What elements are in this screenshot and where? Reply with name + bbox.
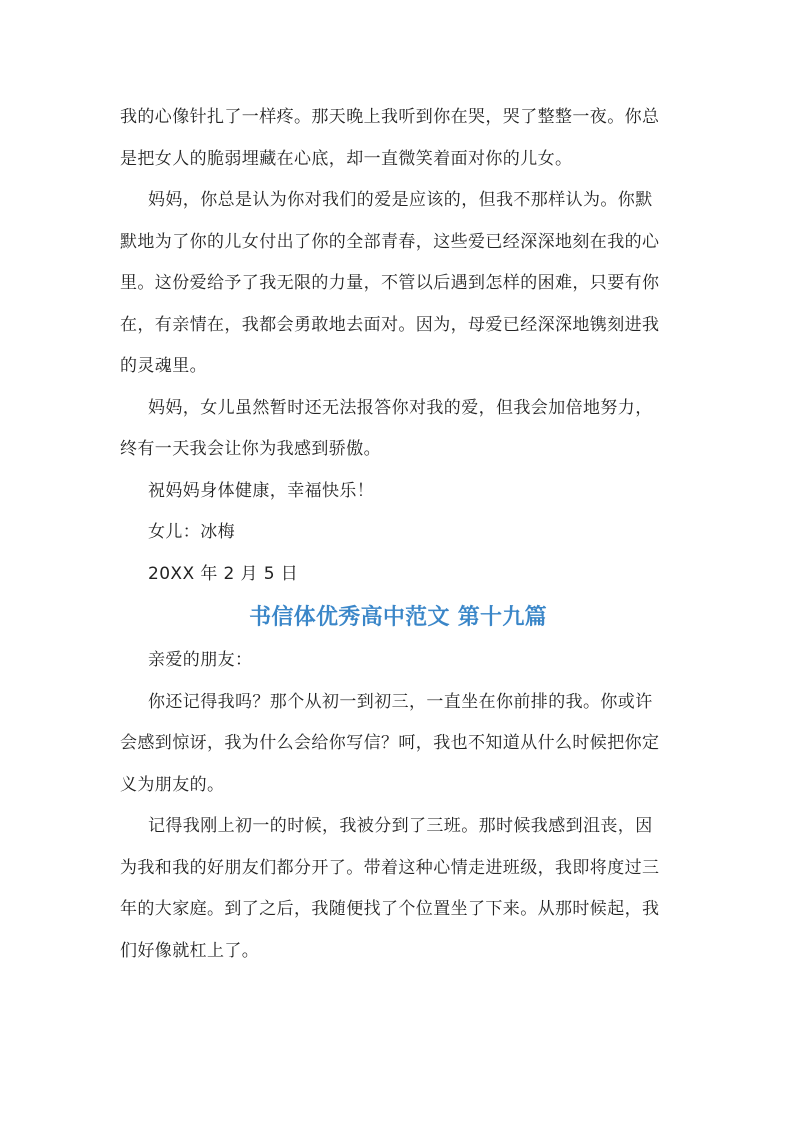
document-page	[120, 97, 676, 972]
text-line: 是把女人的脆弱埋藏在心底，却一直微笑着面对你的儿女。	[120, 148, 573, 169]
text-line: 默地为了你的儿女付出了你的全部青春，这些爱已经深深地刻在我的心	[120, 231, 660, 252]
paragraph-promise	[120, 388, 676, 471]
paragraph-mother-love	[120, 180, 676, 388]
text-line: 年的大家庭。到了之后，我随便找了个位置坐了下来。从那时候起，我	[120, 899, 660, 919]
greeting	[120, 640, 676, 682]
paragraph-remember-me	[120, 682, 676, 807]
text-line: 记得我刚上初一的时候，我被分到了三班。那时候我感到沮丧，因	[148, 816, 653, 836]
paragraph-continuation	[120, 97, 676, 180]
text-line: 们好像就杠上了。	[120, 940, 260, 961]
section-title: 书信体优秀高中范文 第十九篇	[249, 605, 547, 630]
text-line: 妈妈，女儿虽然暂时还无法报答你对我的爱，但我会加倍地努力，	[148, 397, 653, 418]
text-line: 终有一天我会让你为我感到骄傲。	[120, 439, 381, 459]
text-line: 祝妈妈身体健康，幸福快乐！	[148, 480, 375, 501]
text-line: 在，有亲情在，我都会勇敢地去面对。因为，母爱已经深深地镌刻进我	[120, 314, 660, 335]
text-line: 会感到惊讶，我为什么会给你写信？呵，我也不知道从什么时候把你定	[120, 733, 660, 753]
signature	[120, 512, 676, 554]
paragraph-first-grade	[120, 806, 676, 972]
text-line: 义为朋友的。	[120, 774, 225, 795]
text-line: 20XX 年 2 月 5 日	[148, 563, 299, 584]
text-line: 你还记得我吗？那个从初一到初三，一直坐在你前排的我。你或许	[148, 691, 653, 712]
text-line: 为我和我的好朋友们都分开了。带着这种心情走进班级，我即将度过三	[120, 857, 660, 878]
text-line: 亲爱的朋友：	[148, 650, 253, 670]
text-line: 的灵魂里。	[120, 356, 207, 376]
letter-date	[120, 554, 676, 596]
closing-wish	[120, 471, 676, 513]
text-line: 妈妈，你总是认为你对我们的爱是应该的，但我不那样认为。你默	[148, 190, 653, 210]
text-line: 女儿：冰梅	[148, 522, 235, 542]
text-line: 我的心像针扎了一样疼。那天晚上我听到你在哭，哭了整整一夜。你总	[120, 107, 660, 127]
text-line: 里。这份爱给予了我无限的力量，不管以后遇到怎样的困难，只要有你	[120, 273, 660, 293]
